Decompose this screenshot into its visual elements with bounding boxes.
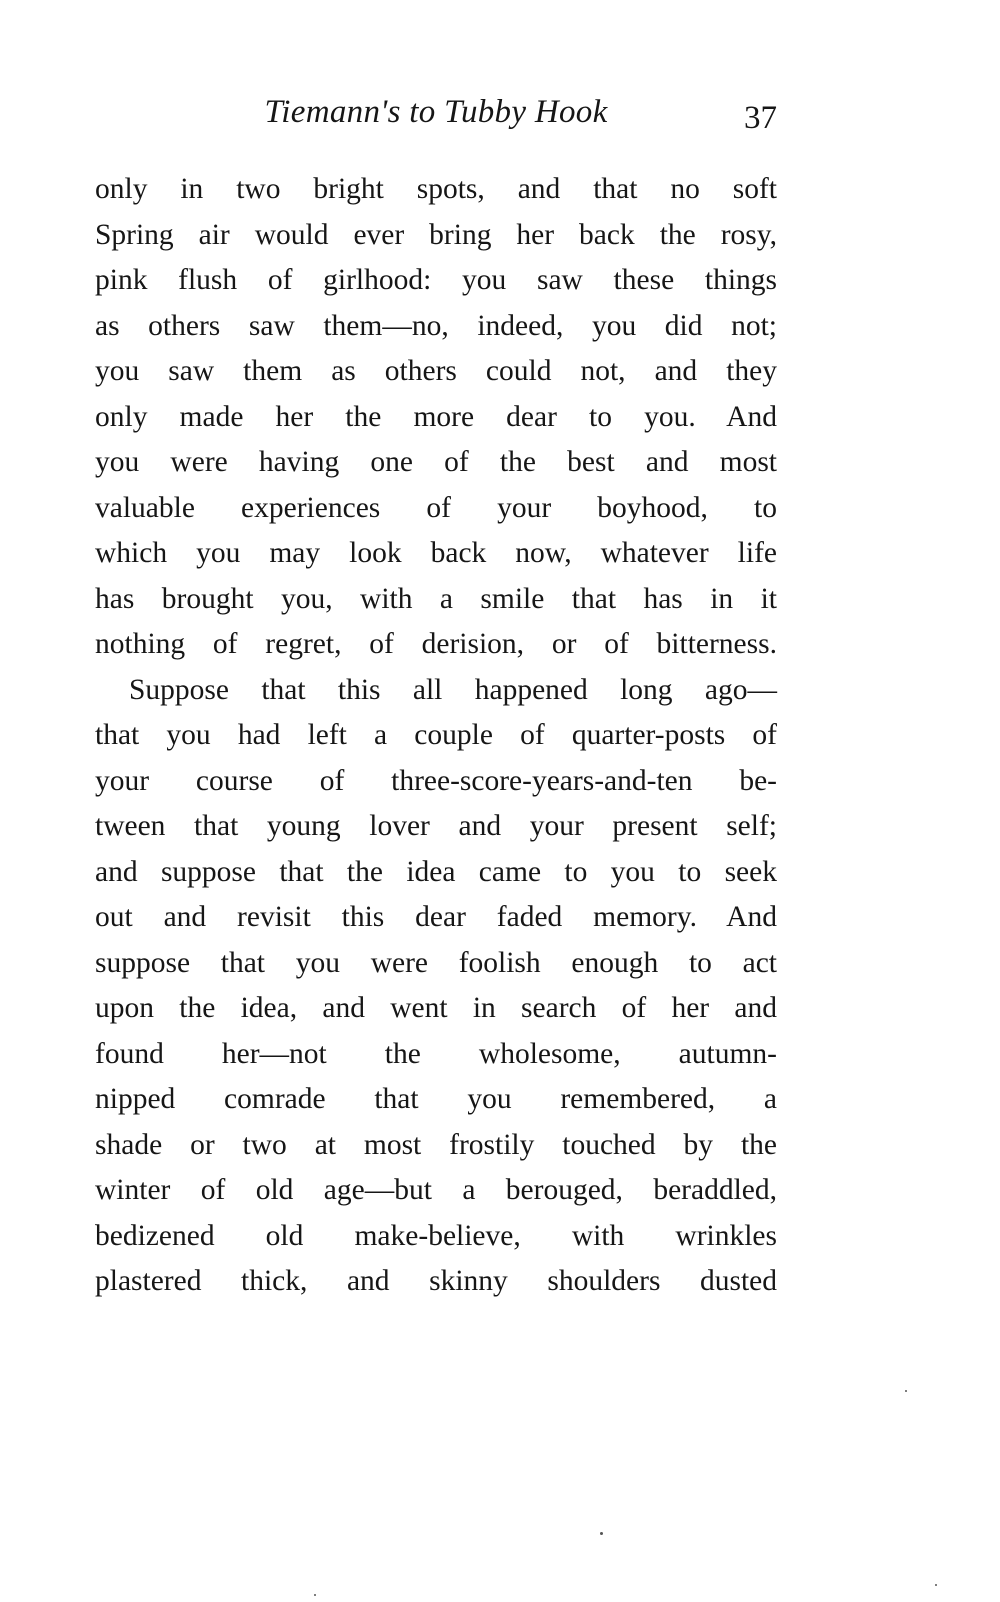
- text-line: nothing of regret, of derision, or of bitterness.: [95, 628, 777, 660]
- text-line: out and revisit this dear faded memory. And: [95, 901, 777, 933]
- scan-speck: [905, 1390, 907, 1392]
- text-line: only in two bright spots, and that no soft: [95, 173, 777, 205]
- text-line: Spring air would ever bring her back the rosy,: [95, 218, 777, 251]
- text-line: suppose that you were foolish enough to act: [95, 946, 777, 979]
- page-number: 37: [744, 100, 777, 136]
- scan-speck: [600, 1532, 603, 1535]
- text-line: Suppose that this all happened long ago—: [129, 673, 777, 706]
- scan-speck: [935, 1584, 937, 1586]
- body-text: [95, 167, 777, 1305]
- text-line: tween that young lover and your present self;: [95, 810, 777, 842]
- text-line: your course of three-score-years-and-ten be-: [95, 764, 777, 797]
- running-head: [95, 86, 777, 146]
- text-line: shade or two at most frostily touched by the: [95, 1128, 777, 1161]
- text-line: valuable experiences of your boyhood, to: [95, 491, 777, 524]
- text-line: plastered thick, and skinny shoulders dusted: [95, 1265, 777, 1297]
- text-line: that you had left a couple of quarter-posts of: [95, 719, 777, 751]
- running-title: Tiemann's to Tubby Hook: [264, 94, 608, 130]
- text-line: nipped comrade that you remembered, a: [95, 1083, 777, 1115]
- text-line: which you may look back now, whatever life: [95, 537, 777, 569]
- scan-speck: [314, 1594, 316, 1596]
- text-line: has brought you, with a smile that has in it: [95, 582, 777, 615]
- text-line: as others saw them—no, indeed, you did not;: [95, 309, 777, 342]
- text-line: only made her the more dear to you. And: [95, 400, 777, 433]
- text-line: bedizened old make-believe, with wrinkles: [95, 1219, 777, 1252]
- text-line: you were having one of the best and most: [95, 446, 777, 478]
- text-line: found her—not the wholesome, autumn-: [95, 1037, 777, 1070]
- text-line: upon the idea, and went in search of her and: [95, 992, 777, 1024]
- text-line: and suppose that the idea came to you to seek: [95, 855, 777, 888]
- text-line: winter of old age—but a berouged, beraddled,: [95, 1174, 777, 1206]
- text-line: you saw them as others could not, and they: [95, 355, 777, 387]
- text-line: pink flush of girlhood: you saw these things: [95, 264, 777, 296]
